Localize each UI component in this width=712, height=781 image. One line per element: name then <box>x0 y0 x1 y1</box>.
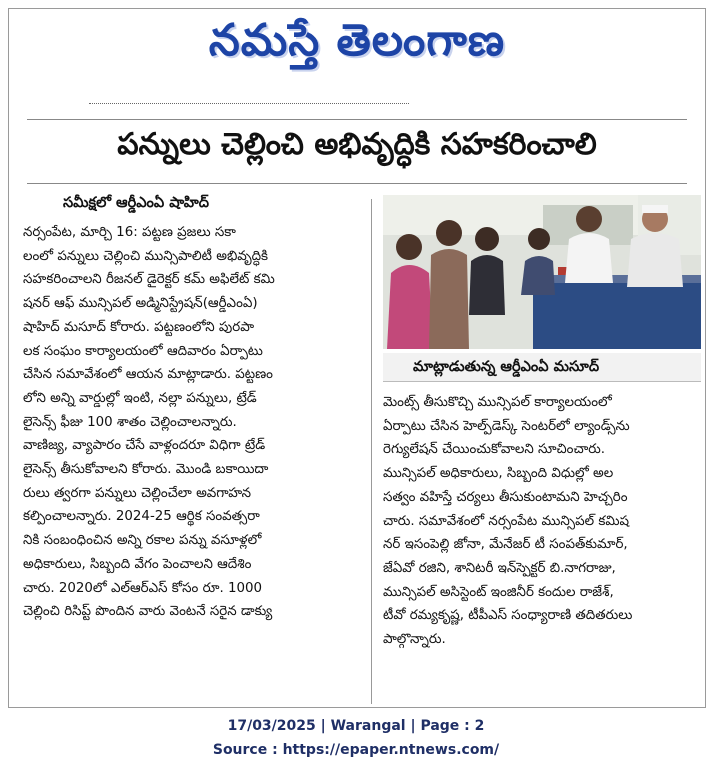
body-right-line: ఏర్పాటు చేసిన హెల్ప్‌డెస్క్ సెంటర్‌లో ల్యాండ్స్‌ను <box>383 418 630 434</box>
newspaper-clipping <box>8 8 706 708</box>
body-left-line: చేసిన సమావేశంలో ఆయన మాట్లాడారు. పట్టణం <box>23 367 273 383</box>
article-body-left <box>23 221 361 624</box>
article-headline: పన్నులు చెల్లించి అభివృద్ధికి సహకరించాలి <box>117 127 597 162</box>
body-right-line: మున్సిపల్ అసిస్టెంట్ ఇంజినీర్ కందుల రాజేశ్, <box>383 584 614 600</box>
torn-text-fragment <box>89 95 409 104</box>
column-divider <box>371 199 372 704</box>
body-right-line: చారు. సమావేశంలో నర్సంపేట మున్సిపల్ కమిష <box>383 513 630 529</box>
article-body-right <box>383 391 701 652</box>
footer-date-edition: 17/03/2025 | Warangal | Page : 2 <box>227 718 485 734</box>
body-right-line: రెగ్యులేషన్ చేయించుకోవాలని సూచించారు. <box>383 442 606 458</box>
body-left-line: లైసెన్స్ ఫీజు 100 శాతం చెల్లించాలన్నారు. <box>23 414 237 430</box>
body-right-line: పాల్గొన్నారు. <box>383 632 446 648</box>
body-left-line: అధికారులు, సిబ్బంది వేగం పెంచాలని ఆదేశిం <box>23 556 252 572</box>
body-left-line: వాణిజ్య, వ్యాపారం చేసే వాళ్లందరూ విధిగా ట్రేడ్ <box>23 438 266 454</box>
body-left-line: షనర్ ఆఫ్ మున్సిపల్ అడ్మినిస్ట్రేషన్(ఆర్డీఎంఏ) <box>23 296 258 312</box>
body-right-line: టీవో రమ్యకృష్ణ, టీపీఎస్ సంధ్యారాణి తదితరులు <box>383 608 633 624</box>
headline-top-rule <box>27 119 687 120</box>
newspaper-masthead: నమస్తే తెలంగాణ <box>208 15 506 66</box>
body-right-line: నర్ ఇసంపెల్లి జోనా, మేనేజర్ టీ సంపత్‌కుమార్, <box>383 537 628 553</box>
body-left-line: లక సంఘం కార్యాలయంలో ఆదివారం ఏర్పాటు <box>23 343 263 359</box>
body-right-line: మున్సిపల్ అధికారులు, సిబ్బంది విధుల్లో అల <box>383 466 614 482</box>
body-left-line: నర్సంపేట, మార్చి 16: పట్టణ ప్రజలు సకా <box>23 225 236 240</box>
meeting-photo <box>383 195 701 349</box>
body-left-line: లోని అన్ని వార్డుల్లో ఇంటి, నల్లా పన్నులు, ట్రేడ్ <box>23 390 257 406</box>
meeting-photo-image <box>383 195 701 349</box>
body-left-line: నికి సంబంధించిన అన్ని రకాల పన్ను వసూళ్లలో <box>23 533 262 549</box>
body-left-line: లైసెన్స్ తీసుకోవాలని కోరారు. మొండి బకాయిదా <box>23 462 269 478</box>
body-right-line: జేఏవో రజిని, శానిటరీ ఇన్‌స్పెక్టర్ బి.నాగరాజు, <box>383 560 616 576</box>
body-right-line: సత్వం వహిస్తే చర్యలు తీసుకుంటామని హెచ్చరిం <box>383 489 628 505</box>
body-left-line: లంలో పన్నులు చెల్లించి మున్సిపాలిటీ అభివృద్ధికి <box>23 248 269 264</box>
body-left-line: చారు. 2020లో ఎల్ఆర్ఎస్ కోసం రూ. 1000 <box>23 580 263 596</box>
body-left-line: రులు త్వరగా పన్నులు చెల్లించేలా అవగాహన <box>23 485 252 501</box>
body-right-line: మెంట్స్ తీసుకొచ్చి మున్సిపల్ కార్యాలయంలో <box>383 395 612 410</box>
body-left-line: షాహిద్ మసూద్ కోరారు. పట్టణంలోని పురపా <box>23 319 255 335</box>
article-subheadline: సమీక్షలో ఆర్డీఎంఏ షాహిద్ <box>63 195 209 211</box>
footer-source: Source : https://epaper.ntnews.com/ <box>212 742 500 758</box>
body-left-line: చెల్లించి రిసిప్ట్ పొందిన వారు వెంటనే సరైన డాక్యు <box>23 604 273 620</box>
body-left-line: కల్పించాలన్నారు. 2024-25 ఆర్థిక సంవత్సరా <box>23 509 260 525</box>
body-left-line: సహకరించాలని రీజనల్ డైరెక్టర్ కమ్ అఫిలేట్ కమి <box>23 272 275 288</box>
photo-caption: మాట్లాడుతున్న ఆర్డీఎంఏ మసూద్ <box>383 353 701 382</box>
headline-bottom-rule <box>27 183 687 184</box>
